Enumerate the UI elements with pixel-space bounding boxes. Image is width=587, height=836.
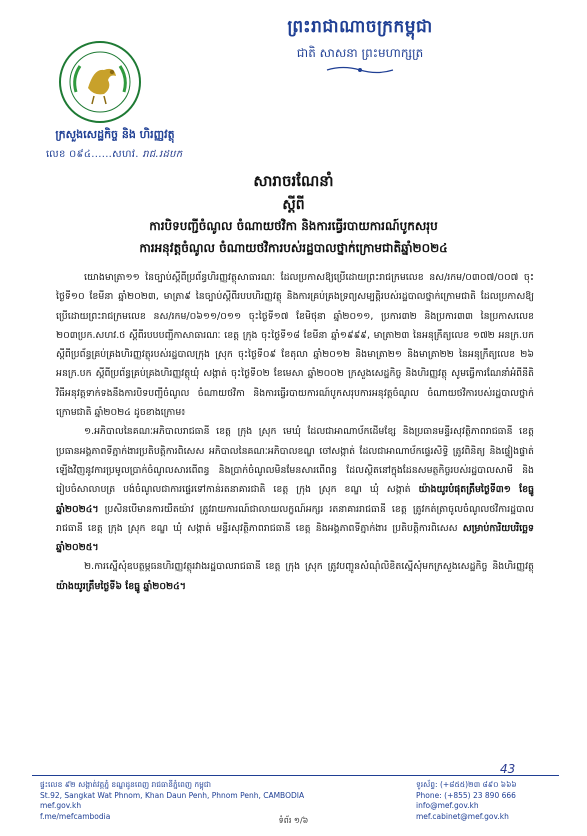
reference-number [46,147,182,162]
ministry-emblem-icon [58,40,142,124]
website-link[interactable]: mef.gov.kh [40,801,82,810]
document-type: សារាចរណែនាំ [253,172,334,190]
item-2-paragraph [56,557,534,596]
initial-mark: 43 [500,762,516,776]
address-khmer: ផ្ទះលេខ ៩២ សង្កាត់វត្តភ្នំ ខណ្ឌដូនពេញ រាជធានីភ្នំពេញ កម្ពុជា [40,780,212,789]
ministry-name: ក្រសួងសេដ្ឋកិច្ច និង ហិរញ្ញវត្ថុ [55,128,175,141]
kingdom-header [200,16,520,75]
address-english: St.92, Sangkat Wat Phnom, Khan Daun Penh, Phnom Penh, CAMBODIA [40,790,305,800]
document-subject: ស្តីពី [282,197,305,213]
item-2-deadline: យ៉ាងយូរត្រឹមថ្ងៃទី៦ ខែធ្នូ ឆ្នាំ២០២៤។ [56,580,186,592]
item-1-deadline: យ៉ាងយូរបំផុតត្រឹមថ្ងៃទី៣១ ខែធ្នូ ឆ្នាំ២០២៤។ [56,484,535,515]
item-2-text: ២.ការស្នើសុំឧបត្ថម្ភធនហិរញ្ញវត្ថុរវាងរដ្ឋបាលរាជធានី ខេត្ត ក្រុង ស្រុក ត្រូវបញ្ជូនសំណុំលិខិតស្នើសុំមកក្រសួងសេដ្ឋកិច្ច និងហិរញ្ញវត្ថុ [84,561,534,573]
item-1-paragraph [56,422,534,557]
cabinet-email-link[interactable]: mef.cabinet@mef.gov.kh [416,811,509,821]
ref-prefix: លេខ [46,149,66,160]
item-1-text: ១.អភិបាលនៃគណៈអភិបាលរាជធានី ខេត្ត ក្រុង ស្រុក មេឃុំ ដែលជាអាណាប័កដើមខ្សែ និងប្រធានមន្ទីរសុវត្ថិភាពរាជធានី ខេត្ត ប្រធានអង្គភាពទីភ្នាក់ងារប្រតិបត្តិការពិសេស អភិបាលនៃគណៈអភិបាលខណ្ឌ ចៅសង្កាត់ ដែលជាអាណាប័កផ្ទេរសិទ្ធិ ត្រូវពិនិត្យ និងផ្ទៀងផ្ទាត់ឡើងវិញនូវការប្រមូលប្រាក់ចំណូលសារពើពន្ធ និងប្រាក់ចំណូលមិនមែនសារពើពន្ធ ដែលស្ថិតនៅក្នុងដែនសមត្ថកិច្ចរបស់រដ្ឋបាលសាមី និងរៀបចំសាលាបត្រ បង់ចំណូលជាការផ្ទេរទៅកាន់រតនាគារជាតិ ខេត្ត ក្រុង ស្រុក ខណ្ឌ ឃុំ សង្កាត់ [56,426,534,496]
ref-handwritten: រាជ.រដបក [142,149,183,160]
ref-suffix: សហវ. [112,149,139,160]
page-number: ទំព័រ ១/៦ [278,816,309,825]
ornament-divider-icon [325,65,395,75]
ref-number: ០៩៤ [69,149,92,160]
item-1-fiscal-year: សម្រាប់ការិយបរិច្ឆេទឆ្នាំ២០២៥។ [56,522,534,554]
kingdom-title: ព្រះរាជាណាចក្រកម្ពុជា [287,17,433,37]
phone-khmer: ទូរស័ព្ទ: (+៨៥៥)២៣ ៨៩០ ៦៦៦ [416,780,517,789]
footer-divider [32,775,559,776]
kingdom-motto: ជាតិ សាសនា ព្រះមហាក្សត្រ [296,46,424,60]
intro-paragraph: យោងមាត្រា១១ នៃច្បាប់ស្តីពីប្រព័ន្ធហិរញ្ញវត្ថុសាធារណៈ ដែលប្រកាសឱ្យប្រើដោយព្រះរាជក្រមលេខ នស/រកម/០៣០៧/០០៧ ចុះថ្ងៃទី១០ ខែមីនា ឆ្នាំ២០២៣, មាត្រា៩ នៃច្បាប់ស្តីពីរបបហិរញ្ញវត្ថុ និងការគ្រប់គ្រងទ្រព្យសម្បត្តិរបស់រដ្ឋបាលថ្នាក់ក្រោមជាតិ ដែលប្រកាសឱ្យប្រើដោយព្រះរាជក្រមលេខ នស/រកម/០៦១១/០១១ ចុះថ្ងៃទី១៧ ខែមិថុនា ឆ្នាំ២០១១, ប្រការ៣២ និងប្រការ៣៣ នៃប្រកាសលេខ ២០៣ប្រក.សហវ.ថ ស្តីពីរបបបញ្ជីកាសាធារណៈ ខេត្ត ក្រុង ចុះថ្ងៃទី១៨ ខែមីនា ឆ្នាំ១៩៩៩, មាត្រា២៣ នៃអនុក្រឹត្យលេខ ១៧២ អនក្រ.បក ស្តីពីប្រព័ន្ធគ្រប់គ្រងហិរញ្ញវត្ថុរបស់រដ្ឋបាលក្រុង ស្រុក ចុះថ្ងៃទី០៩ ខែតុលា ឆ្នាំ២០១២ និងមាត្រា២១ និងមាត្រា២២ នៃអនុក្រឹត្យលេខ ២៦ អនក្រ.បក ស្តីពីប្រព័ន្ធគ្រប់គ្រងហិរញ្ញវត្ថុឃុំ សង្កាត់ ចុះថ្ងៃទី០២ ខែមេសា ឆ្នាំ២០០២ ក្រសួងសេដ្ឋកិច្ច និងហិរញ្ញវត្ថុ សូមធ្វើការណែនាំអំពីនីតិវិធីអនុវត្តទាក់ទងនឹងការបិទបញ្ជីចំណូល ចំណាយថវិកា និងការធ្វើរបាយការណ៍បូកសរុបការអនុវត្តចំណូល ចំណាយថវិការបស់រដ្ឋបាលថ្នាក់ក្រោមជាតិ ឆ្នាំ២០២៤ ដូចខាងក្រោម៖ [56,272,534,419]
ref-dots: ...... [91,149,113,160]
phone-english: Phone: (+855) 23 890 666 [416,790,516,800]
document-body [56,268,534,596]
email-link[interactable]: info@mef.gov.kh [416,801,479,810]
item-1-text-2: ប្រសិនបើមានការយឺតយ៉ាវ ត្រូវរាយការណ៍ជាលាយលក្ខណ៍អក្សរ រតនាគាររាជធានី ខេត្ត ត្រូវកត់ត្រាចូលចំណូលថវិការដ្ឋបាលរាជធានី ខេត្ត ក្រុង ស្រុក ខណ្ឌ ឃុំ សង្កាត់ មន្ទីរសុវត្ថិភាពរាជធានី ខេត្ត និងអង្គភាពទីភ្នាក់ងារ ប្រតិបត្តិការពិសេស [56,503,534,534]
ministry-logo [58,40,142,124]
social-link[interactable]: f.me/mefcambodia [40,811,111,821]
document-title-line2: ការអនុវត្តចំណូល ចំណាយថវិការបស់រដ្ឋបាលថ្នាក់ក្រោមជាតិឆ្នាំ២០២៤ [139,241,448,255]
document-title-line1: ការបិទបញ្ជីចំណូល ចំណាយថវិកា និងការធ្វើរបាយការណ៍បូកសរុប [149,219,438,233]
